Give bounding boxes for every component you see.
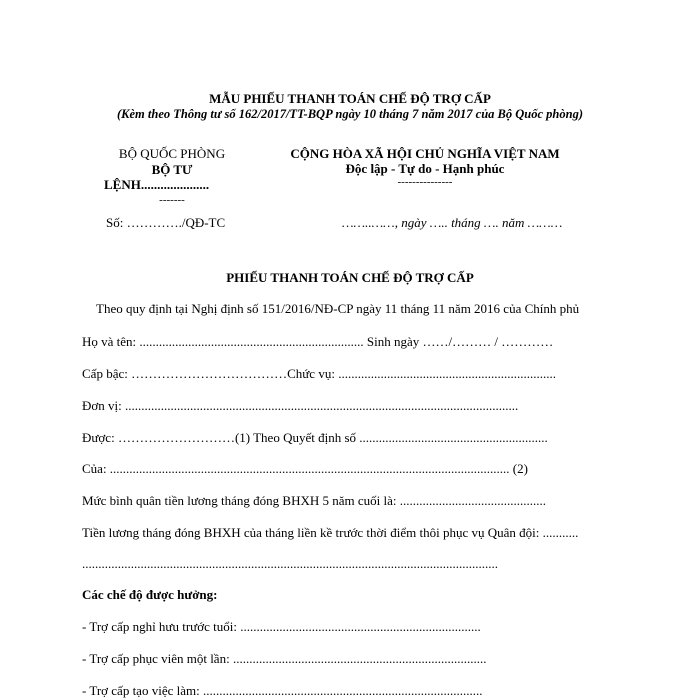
- form-line-issuer: Của: ........................................................................................................................... (2): [82, 461, 528, 476]
- document-subtitle: (Kèm theo Thông tư số 162/2017/TT-BQP ngày 10 tháng 7 năm 2017 của Bộ Quốc phòng): [117, 107, 583, 121]
- form-line-decision: Được: ………………………(1) Theo Quyết định số ..........................................................: [82, 430, 548, 445]
- order-line: LỆNH.....................: [104, 177, 210, 192]
- benefit-job-creation: - Trợ cấp tạo việc làm: ......................................................................................: [82, 683, 483, 698]
- nation-name: CỘNG HÒA XÃ HỘI CHỦ NGHĨA VIỆT NAM: [290, 146, 560, 161]
- left-separator: -------: [159, 194, 185, 206]
- benefits-heading: Các chế độ được hưởng:: [82, 587, 218, 602]
- document-title: MẪU PHIẾU THANH TOÁN CHẾ ĐỘ TRỢ CẤP: [209, 91, 491, 106]
- form-line-unit: Đơn vị: .........................................................................................................................: [82, 398, 519, 413]
- legal-basis: Theo quy định tại Nghị định số 151/2016/NĐ-CP ngày 11 tháng 11 năm 2016 của Chính phủ: [96, 301, 580, 316]
- unit-name: BỘ TƯ: [151, 162, 193, 177]
- form-title: PHIẾU THANH TOÁN CHẾ ĐỘ TRỢ CẤP: [226, 270, 474, 285]
- form-line-average-salary: Mức bình quân tiền lương tháng đóng BHXH 5 năm cuối là: .............................................: [82, 493, 547, 508]
- document-number: Số: …………./QĐ-TC: [106, 215, 226, 230]
- form-line-continuation: ................................................................................................................................: [82, 556, 498, 571]
- date-line: ……..……, ngày ….. tháng …. năm ………: [342, 215, 563, 230]
- benefit-demobilization: - Trợ cấp phục viên một lần: ..............................................................................: [82, 651, 487, 666]
- form-line-rank: Cấp bậc: ………………………………Chức vụ: ...................................................................: [82, 366, 556, 381]
- national-motto: Độc lập - Tự do - Hạnh phúc: [345, 161, 505, 176]
- right-separator: ---------------: [397, 176, 453, 188]
- form-line-last-salary: Tiền lương tháng đóng BHXH của tháng liền kề trước thời điểm thôi phục vụ Quân đội: ...........: [82, 525, 579, 540]
- benefit-early-retirement: - Trợ cấp nghỉ hưu trước tuổi: ..........................................................................: [82, 619, 481, 634]
- form-line-name: Họ và tên: ..................................................................... Sinh ngày ……/……… / …………: [82, 334, 554, 349]
- ministry-name: BỘ QUỐC PHÒNG: [118, 146, 226, 161]
